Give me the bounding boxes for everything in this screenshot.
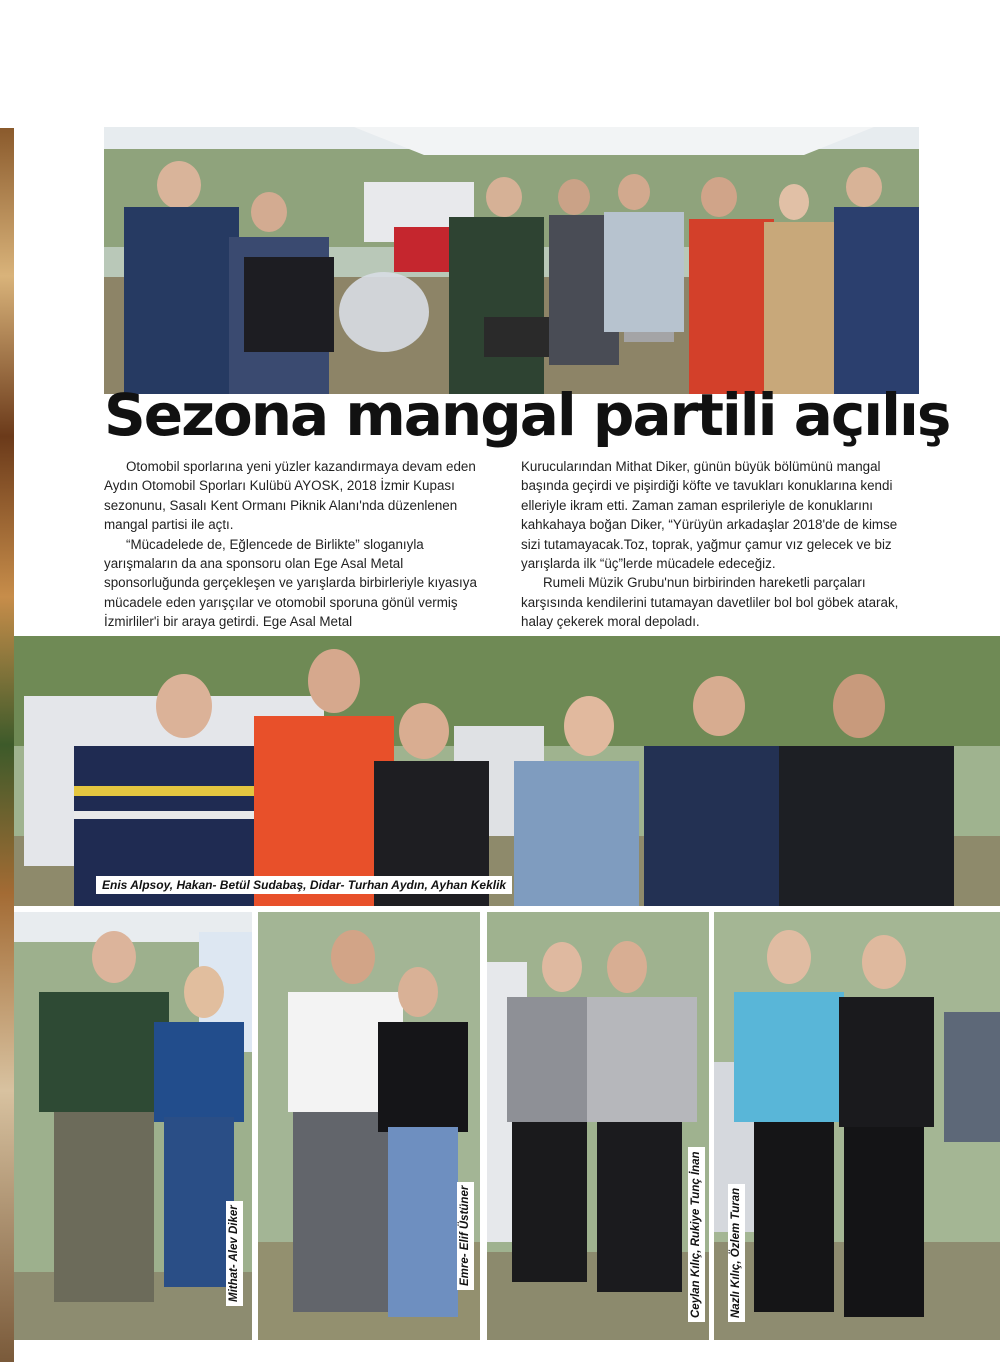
previous-page-edge [0,128,14,1362]
paragraph-3: Kurucularından Mithat Diker, günün büyük bölümünü mangal başında geçirdi ve pişirdiği köfte ve tavukları konuklarına kendi elleriyle ikram etti. Zaman zaman esprileriyle de konuklarını kahkahaya boğan Diker, “Yürüyün arkadaşlar 2018'de de kimse sizi tutamayacak.Toz, toprak, yağmur çamur vız gelecek ve biz yarışlarda ilk “üç”lerde mücadele edeceğiz. [521,459,898,572]
hero-photo-barbecue [104,127,919,394]
article-column-1 [104,457,494,632]
photo-3-caption: Ceylan Kılıç, Rukiye Tunç İnan [688,1147,705,1322]
photo-couple-4 [714,912,1000,1340]
photo-couple-3 [487,912,709,1340]
group-photo-caption: Enis Alpsoy, Hakan- Betül Sudabaş, Didar- Turhan Aydın, Ayhan Keklik [96,876,512,894]
photo-4-caption: Nazlı Kılıç, Özlem Turan [728,1184,745,1322]
photo-1-caption: Mithat- Alev Diker [226,1201,243,1306]
photo-couple-1 [14,912,252,1340]
paragraph-1: Otomobil sporlarına yeni yüzler kazandırmaya devam eden Aydın Otomobil Sporları Kulübü AYOSK, 2018 İzmir Kupası sezonunu, Sasalı Kent Ormanı Piknik Alanı'nda düzenlenen mangal partisi ile açtı. [104,459,476,533]
photo-couple-2 [258,912,480,1340]
group-photo [14,636,1000,906]
paragraph-2: “Mücadelede de, Eğlencede de Birlikte” sloganıyla yarışmaların da ana sponsoru olan Ege Asal Metal sponsorluğunda gerçekleşen ve yarışlarda birbirleriyle kıyasıya mücadele eden yarışçılar ve otomobil sporuna gönül vermiş İzmirliler'i bir araya getirdi. Ege Asal Metal [104,536,477,630]
article-column-2 [521,457,911,632]
paragraph-4: Rumeli Müzik Grubu'nun birbirinden hareketli parçaları karşısında kendilerini tutamayan davetliler bol bol göbek atarak, halay çekerek moral depoladı. [521,575,899,630]
article-headline: Sezona mangal partili açılış [104,381,950,449]
photo-2-caption: Emre- Elif Üstüner [457,1182,474,1290]
